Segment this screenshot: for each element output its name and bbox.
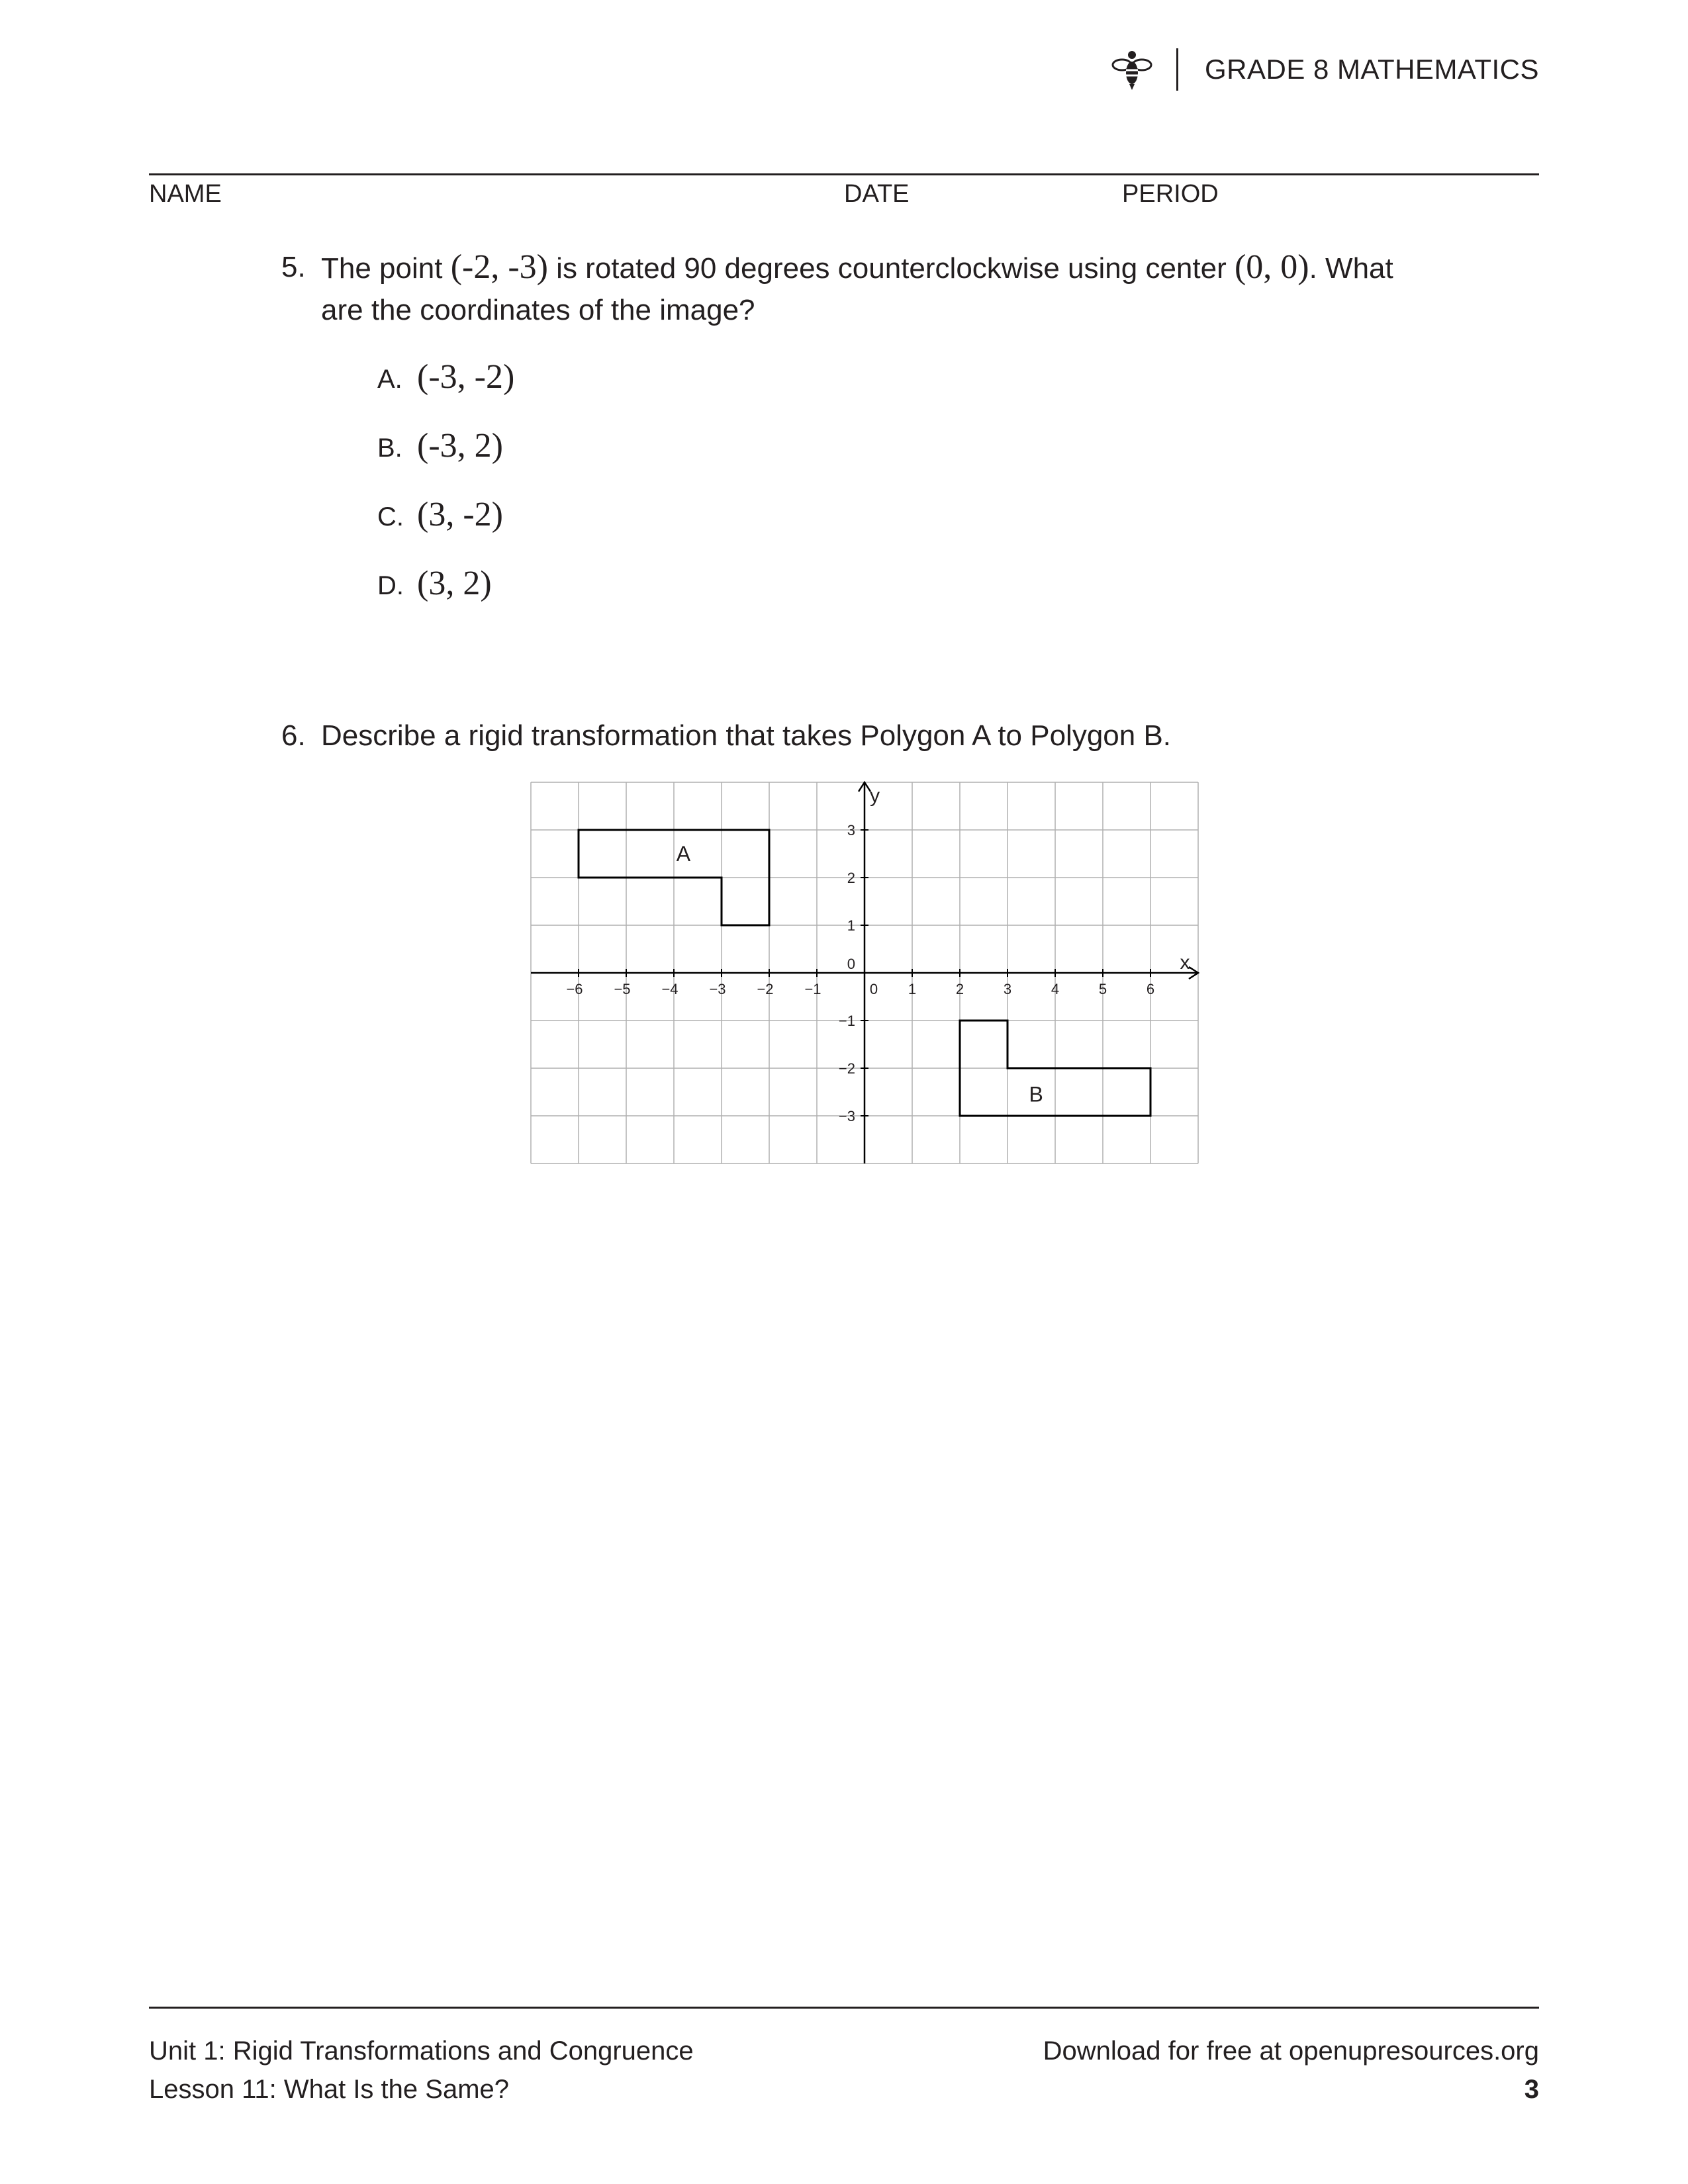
- question-text: Describe a rigid transformation that takes Polygon A to Polygon B.: [321, 719, 1172, 752]
- origin-label: 0: [869, 981, 878, 997]
- x-tick-label: −3: [709, 981, 726, 997]
- x-tick-label: 2: [955, 981, 964, 997]
- x-axis-label: x: [1180, 952, 1190, 974]
- x-tick-label: −5: [614, 981, 631, 997]
- option-value: (3, -2): [417, 496, 503, 533]
- x-tick-label: −1: [804, 981, 821, 997]
- option-d[interactable]: [377, 564, 514, 633]
- date-label: DATE: [844, 180, 910, 208]
- option-b[interactable]: [377, 426, 514, 495]
- footer-right: [1043, 2032, 1539, 2109]
- x-tick-label: 4: [1051, 981, 1060, 997]
- x-tick-label: −4: [661, 981, 679, 997]
- question-5: [281, 246, 1433, 331]
- option-letter: A.: [377, 365, 402, 394]
- bee-icon: [1109, 46, 1155, 93]
- question-number: 5.: [281, 251, 306, 283]
- unit-title: Unit 1: Rigid Transformations and Congruence: [149, 2036, 694, 2066]
- page-header: [1109, 46, 1539, 93]
- option-value: (3, 2): [417, 565, 492, 602]
- question-text: [321, 246, 1433, 331]
- center-expression: (0, 0): [1234, 248, 1309, 286]
- polygon-a-label: A: [676, 842, 691, 866]
- footer-rule: [149, 2007, 1539, 2009]
- y-tick-label: 1: [847, 917, 855, 934]
- option-value: (-3, 2): [417, 427, 503, 465]
- origin-label: 0: [847, 956, 855, 972]
- y-tick-label: 3: [847, 822, 855, 839]
- x-tick-label: −6: [566, 981, 583, 997]
- page-number: 3: [1524, 2075, 1539, 2104]
- name-label: NAME: [149, 180, 222, 208]
- polygon-b-label: B: [1029, 1082, 1043, 1107]
- question-number: 6.: [281, 719, 306, 752]
- option-value: (-3, -2): [417, 358, 515, 396]
- x-tick-label: 3: [1003, 981, 1012, 997]
- y-axis-label: y: [870, 785, 880, 807]
- header-rule: [149, 173, 1539, 175]
- x-tick-label: 5: [1098, 981, 1107, 997]
- x-tick-label: −2: [757, 981, 774, 997]
- period-label: PERIOD: [1122, 180, 1219, 208]
- answer-options: [377, 357, 514, 633]
- option-letter: D.: [377, 571, 404, 600]
- download-link[interactable]: Download for free at openupresources.org: [1043, 2036, 1539, 2066]
- question-6: [281, 715, 1433, 756]
- course-title: GRADE 8 MATHEMATICS: [1205, 54, 1539, 85]
- option-letter: B.: [377, 433, 402, 463]
- footer-left: [149, 2032, 694, 2109]
- y-tick-label: −1: [838, 1013, 855, 1029]
- coordinate-plane: [523, 774, 1211, 1171]
- lesson-title: Lesson 11: What Is the Same?: [149, 2075, 510, 2104]
- y-tick-label: −2: [838, 1060, 855, 1077]
- option-a[interactable]: [377, 357, 514, 426]
- x-tick-label: 6: [1146, 981, 1155, 997]
- question-text-part: The point: [321, 252, 451, 285]
- y-tick-label: −3: [838, 1108, 855, 1124]
- option-c[interactable]: [377, 495, 514, 564]
- question-text-part: . What are the coordinates of the image?: [321, 252, 1393, 326]
- point-expression: (-2, -3): [450, 248, 548, 286]
- option-letter: C.: [377, 502, 404, 531]
- header-divider: [1176, 48, 1178, 91]
- y-tick-label: 2: [847, 870, 855, 886]
- question-text-part: is rotated 90 degrees counterclockwise using center: [547, 252, 1235, 285]
- x-tick-label: 1: [908, 981, 917, 997]
